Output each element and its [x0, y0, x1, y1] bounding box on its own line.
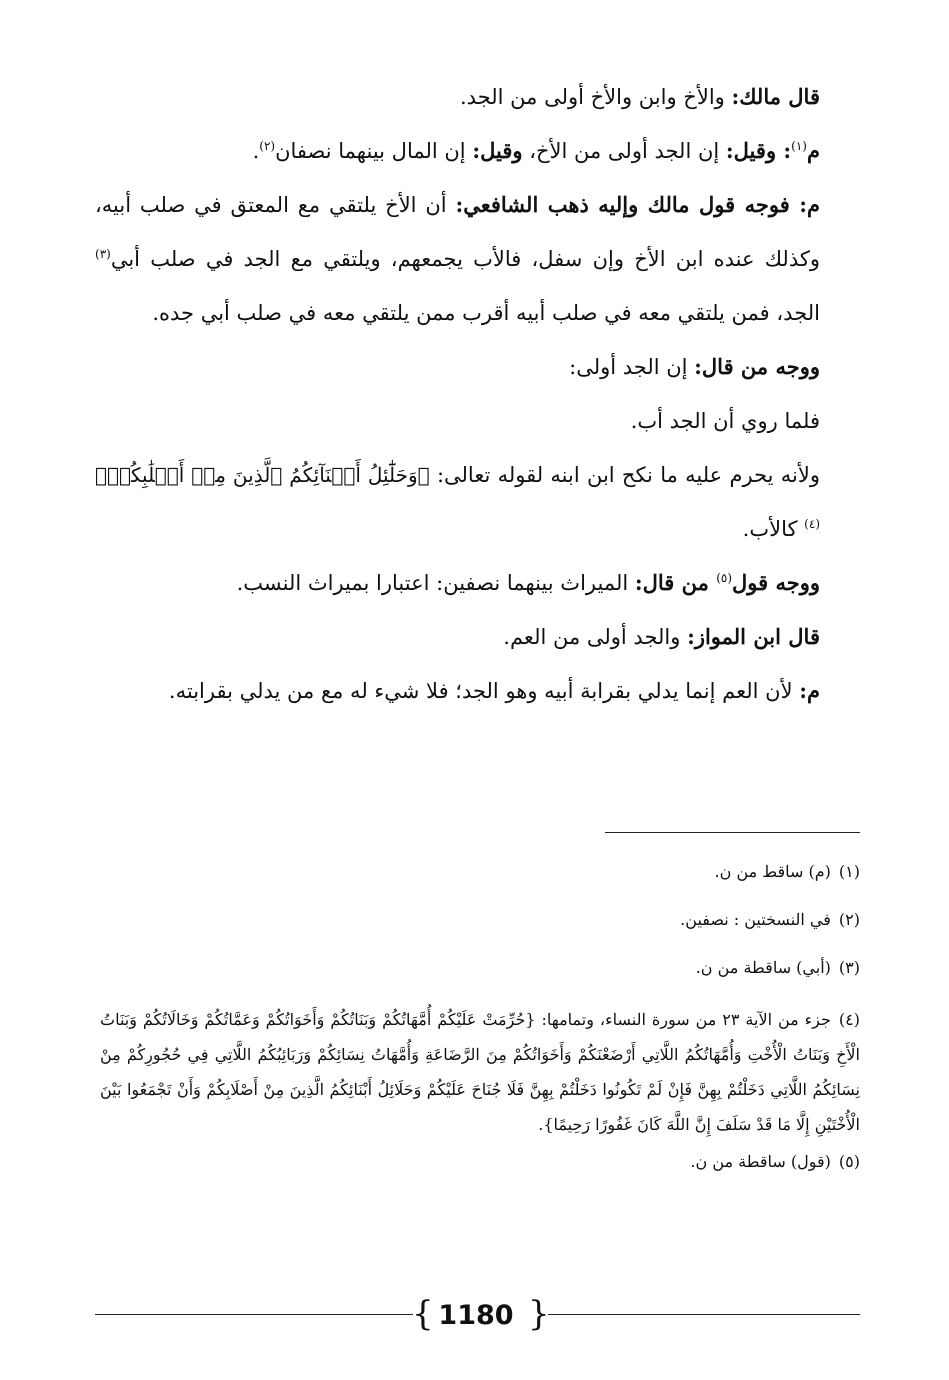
footnote-5: [100, 1148, 860, 1176]
paragraph-lead: قال ابن المواز:: [687, 624, 820, 649]
page-number-brace-left: {: [412, 1294, 434, 1334]
paragraph-5: [95, 394, 820, 448]
footnotes: [100, 858, 860, 1196]
footnote-text: (قول) ساقطة من ن.: [690, 1152, 831, 1171]
page-number-rule-right: [548, 1314, 860, 1315]
paragraph-text: لأن العم إنما يدلي بقرابة أبيه وهو الجد؛ فلا شيء له مع من يدلي بقرابته.: [168, 679, 800, 703]
footnote-text: في النسختين : نصفين.: [680, 910, 831, 929]
footnote-text: جزء من الآية ٢٣ من سورة النساء، وتمامها: {حُرِّمَتْ عَلَيْكُمْ أُمَّهَاتُكُمْ وَبَنَاتُكُمْ وَأَخَوَاتُكُمْ وَعَمَّاتُكُمْ وَخَالَاتُكُمْ وَبَنَاتُ الْأَخِ وَبَنَاتُ الْأُخْتِ وَأُمَّهَاتُكُمُ اللَّاتِي أَرْضَعْنَكُمْ وَأَخَوَاتُكُمْ مِنَ الرَّضَاعَةِ وَأُمَّهَاتُ نِسَائِكُمْ وَرَبَائِبُكُمُ اللَّاتِي فِي حُجُورِكُمْ مِنْ نِسَائِكُمُ اللَّاتِي دَخَلْتُمْ بِهِنَّ فَإِنْ لَمْ تَكُونُوا دَخَلْتُمْ بِهِنَّ فَلَا جُنَاحَ عَلَيْكُمْ وَحَلَائِلُ أَبْنَائِكُمُ الَّذِينَ مِنْ أَصْلَابِكُمْ وَأَنْ تَجْمَعُوا بَيْنَ الْأُخْتَيْنِ إِلَّا مَا قَدْ سَلَفَ إِنَّ اللَّهَ كَانَ غَفُورًا رَحِيمًا}.: [100, 1010, 860, 1134]
footnote-ref[interactable]: (٥): [716, 571, 733, 585]
footnote-2: [100, 906, 860, 934]
paragraph-text: والأخ وابن والأخ أولى من الجد.: [460, 85, 732, 109]
paragraph-text: إن المال بينهما نصفان: [275, 139, 473, 163]
paragraph-6: [95, 448, 820, 556]
footnote-1: [100, 858, 860, 886]
paragraph-2: [95, 124, 820, 178]
page-number: 1180: [438, 1300, 514, 1331]
paragraph-lead: م: [806, 138, 820, 163]
footnote-ref[interactable]: (٢): [259, 139, 276, 153]
quran-verse: ﴿وَحَلَٰٓئِلُ أَبۡنَآئِكُمُ ٱلَّذِينَ مِنۡ أَصۡلَٰبِكُمۡ﴾: [95, 463, 430, 487]
footnote-3: [100, 954, 860, 982]
paragraph-text: الجد، فمن يلتقي معه في صلب أبيه أقرب ممن يلتقي معه في صلب أبي جده.: [152, 301, 820, 325]
page-number-brace-right: }: [528, 1294, 550, 1334]
paragraph-3: [95, 178, 820, 340]
footnote-ref[interactable]: (١): [791, 139, 807, 153]
paragraph-text: .: [252, 139, 260, 163]
footnote-4: [100, 1002, 860, 1142]
paragraph-text: إن الجد أولى:: [569, 355, 695, 379]
paragraph-lead: م:: [799, 678, 820, 703]
paragraph-lead: ووجه قول: [732, 570, 820, 595]
paragraph-text: كالأب.: [742, 517, 805, 541]
paragraph-9: [95, 664, 820, 718]
footnote-text: (م) ساقط من ن.: [714, 862, 831, 881]
paragraph-lead: م: فوجه قول مالك وإليه ذهب الشافعي:: [455, 192, 820, 217]
footnote-ref[interactable]: (٣): [95, 247, 111, 261]
paragraph-1: [95, 70, 820, 124]
paragraph-lead: قال مالك:: [731, 84, 820, 109]
paragraph-4: [95, 340, 820, 394]
footnote-text: (أبي) ساقطة من ن.: [695, 958, 831, 977]
paragraph-text: فلما روي أن الجد أب.: [630, 409, 820, 433]
main-text: [95, 70, 820, 718]
paragraph-8: [95, 610, 820, 664]
footnote-number: (٣): [838, 958, 860, 977]
paragraph-7: [95, 556, 820, 610]
paragraph-text: الميراث بينهما نصفين: اعتبارا بميراث النسب.: [236, 571, 635, 595]
paragraph-text: ولأنه يحرم عليه ما نكح ابن ابنه لقوله تعالى:: [429, 463, 820, 487]
footnote-number: (١): [838, 862, 860, 881]
footnote-number: (٥): [838, 1152, 860, 1171]
paragraph-text: أن الأخ يلتقي مع المعتق في صلب أبيه، وكذلك عنده ابن الأخ وإن سفل، فالأب يجمعهم، ويلتقي مع الجد في صلب أبي: [95, 193, 820, 271]
footnote-number: (٤): [838, 1010, 860, 1029]
footnote-number: (٢): [838, 910, 860, 929]
page-number-rule-left: [95, 1314, 413, 1315]
paragraph-lead: ووجه من قال:: [694, 354, 820, 379]
paragraph-lead: : وقيل:: [725, 138, 792, 163]
footnote-ref[interactable]: (٤): [804, 517, 820, 531]
paragraph-lead: من قال:: [634, 570, 717, 595]
paragraph-text: إن الجد أولى من الأخ،: [522, 139, 726, 163]
paragraph-lead: وقيل:: [472, 138, 523, 163]
paragraph-text: والجد أولى من العم.: [503, 625, 688, 649]
footnote-separator: [605, 832, 860, 833]
